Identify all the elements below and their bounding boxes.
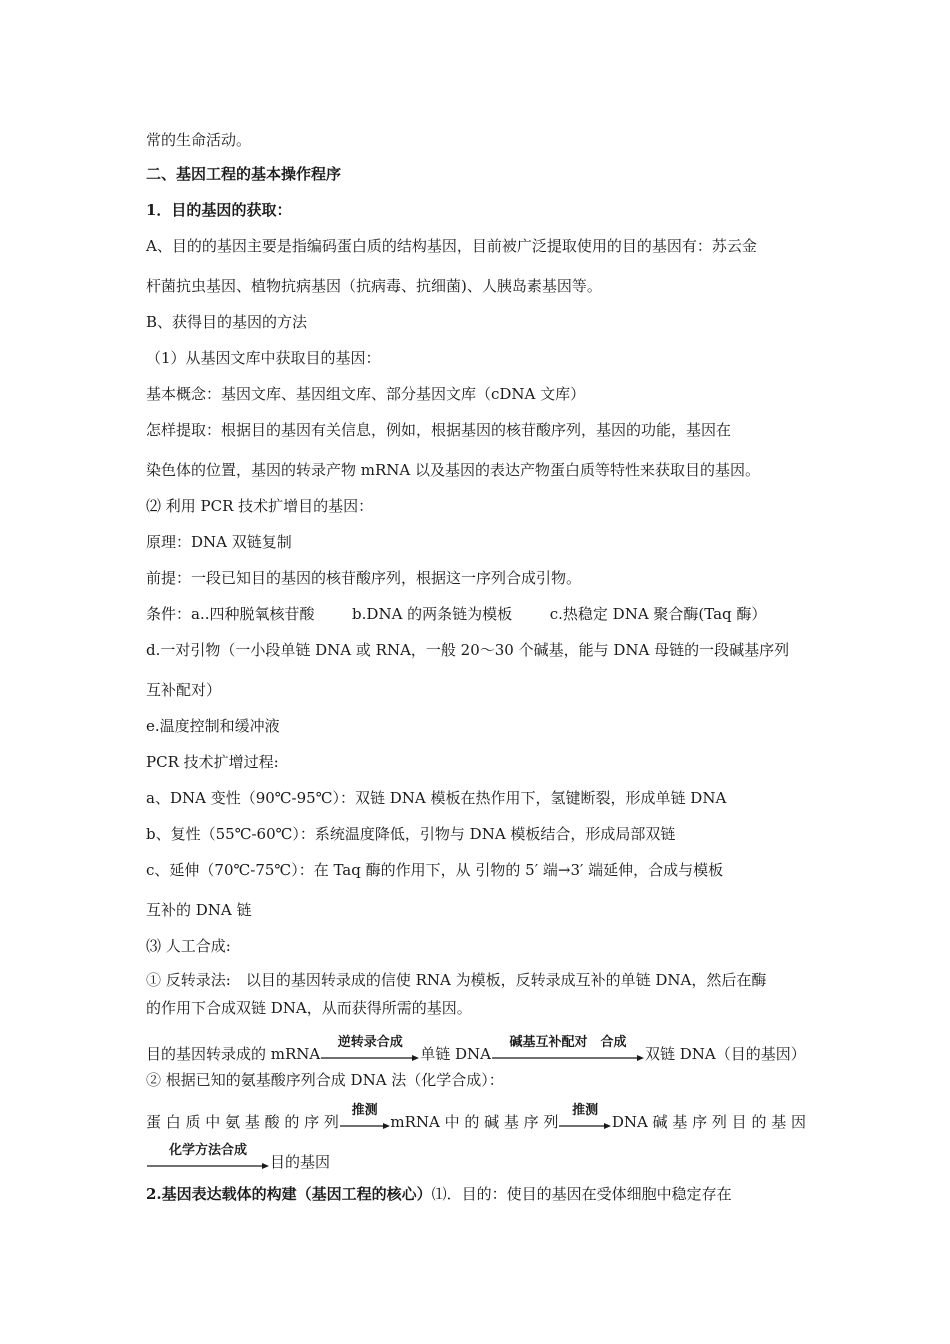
condition-c: c.热稳定 DNA 聚合酶(Taq 酶）: [549, 605, 767, 623]
reverse-transcription-flow: [146, 1024, 826, 1064]
subsection-heading: 2.基因表达载体的构建（基因工程的核心）: [146, 1185, 432, 1203]
text-line: A、目的的基因主要是指编码蛋白质的结构基因，目前被广泛提取使用的目的基因有：苏云金: [146, 237, 757, 255]
text-line: （1）从基因文库中获取目的基因：: [146, 349, 381, 367]
right-arrow-icon: [147, 1162, 269, 1170]
arrow-label: 推测: [351, 1103, 378, 1118]
text-line: 原理：DNA 双链复制: [146, 533, 292, 551]
arrow-label: 推测: [572, 1103, 599, 1118]
flow-arrow: [559, 1103, 610, 1132]
arrow-label: 碱基互补配对 合成: [509, 1035, 627, 1050]
chemical-synthesis-flow: [146, 1100, 806, 1132]
condition-b: b.DNA 的两条链为模板: [352, 605, 513, 623]
text-line: 常的生命活动。: [146, 131, 252, 149]
vector-construction-line: [146, 1184, 826, 1204]
flow-start: 蛋 白 质 中 氨 基 酸 的 序 列: [146, 1113, 339, 1131]
arrow-label: 逆转录合成: [337, 1035, 403, 1050]
flow-arrow: [340, 1103, 389, 1132]
text-line: c、延伸（70℃-75℃）：在 Taq 酶的作用下，从 引物的 5′ 端→3′ 端延伸，合成与模板: [146, 861, 724, 879]
conditions-line: [146, 604, 826, 624]
text-line: ⑶ 人工合成:: [146, 937, 231, 955]
text-fragment: ⑴．目的：使目的基因在受体细胞中稳定存在: [431, 1185, 732, 1203]
flow-mid: mRNA 中 的 碱 基 序 列: [390, 1113, 559, 1131]
text-line: ① 反转录法: 以目的基因转录成的信使 RNA 为模板，反转录成互补的单链 DNA，然后在酶: [146, 971, 767, 989]
text-line: 杆菌抗虫基因、植物抗病基因（抗病毒、抗细菌)、人胰岛素基因等。: [146, 277, 602, 295]
text-line: 的作用下合成双链 DNA，从而获得所需的基因。: [146, 999, 472, 1017]
text-line: PCR 技术扩增过程:: [146, 753, 279, 771]
arrow-label: 化学方法合成: [168, 1143, 247, 1158]
right-arrow-icon: [559, 1122, 611, 1130]
text-line: d.一对引物（一小段单链 DNA 或 RNA，一般 20～30 个碱基，能与 DNA 母链的一段碱基序列: [146, 641, 790, 659]
flow-arrow: [147, 1143, 269, 1172]
flow-result: 目的基因: [270, 1153, 331, 1171]
section-heading: 二、基因工程的基本操作程序: [146, 165, 342, 183]
text-line: ② 根据已知的氨基酸序列合成 DNA 法（化学合成）：: [146, 1071, 504, 1089]
text-line: 互补配对）: [146, 681, 222, 699]
text-line: e.温度控制和缓冲液: [146, 717, 280, 735]
right-arrow-icon: [492, 1054, 644, 1062]
right-arrow-icon: [321, 1054, 419, 1062]
text-line: 基本概念：基因文库、基因组文库、部分基因文库（cDNA 文库）: [146, 385, 586, 403]
condition-a: 条件：a..四种脱氧核苷酸: [146, 605, 315, 623]
flow-arrow: [321, 1035, 419, 1064]
flow-mid: 单链 DNA: [420, 1045, 492, 1063]
flow-arrow: [492, 1035, 644, 1064]
text-line: a、DNA 变性（90℃-95℃）：双链 DNA 模板在热作用下，氢键断裂，形成单链 DNA: [146, 789, 727, 807]
flow-start: 目的基因转录成的 mRNA: [146, 1045, 321, 1063]
text-line: 怎样提取：根据目的基因有关信息，例如，根据基因的核苷酸序列，基因的功能，基因在: [146, 421, 732, 439]
flow-end: DNA 碱 基 序 列 目 的 基 因: [611, 1113, 806, 1131]
text-line: b、复性（55℃-60℃）：系统温度降低，引物与 DNA 模板结合，形成局部双链: [146, 825, 676, 843]
right-arrow-icon: [340, 1122, 390, 1130]
text-line: 互补的 DNA 链: [146, 901, 252, 919]
subsection-heading: 1．目的基因的获取：: [146, 201, 292, 219]
chemical-synthesis-flow-continued: [146, 1138, 826, 1172]
text-line: 前提：一段已知目的基因的核苷酸序列，根据这一序列合成引物。: [146, 569, 582, 587]
flow-end: 双链 DNA（目的基因）: [645, 1045, 806, 1063]
text-line: 染色体的位置，基因的转录产物 mRNA 以及基因的表达产物蛋白质等特性来获取目的基因。: [146, 461, 761, 479]
text-line: B、获得目的基因的方法: [146, 313, 308, 331]
text-line: ⑵ 利用 PCR 技术扩增目的基因：: [146, 497, 374, 515]
